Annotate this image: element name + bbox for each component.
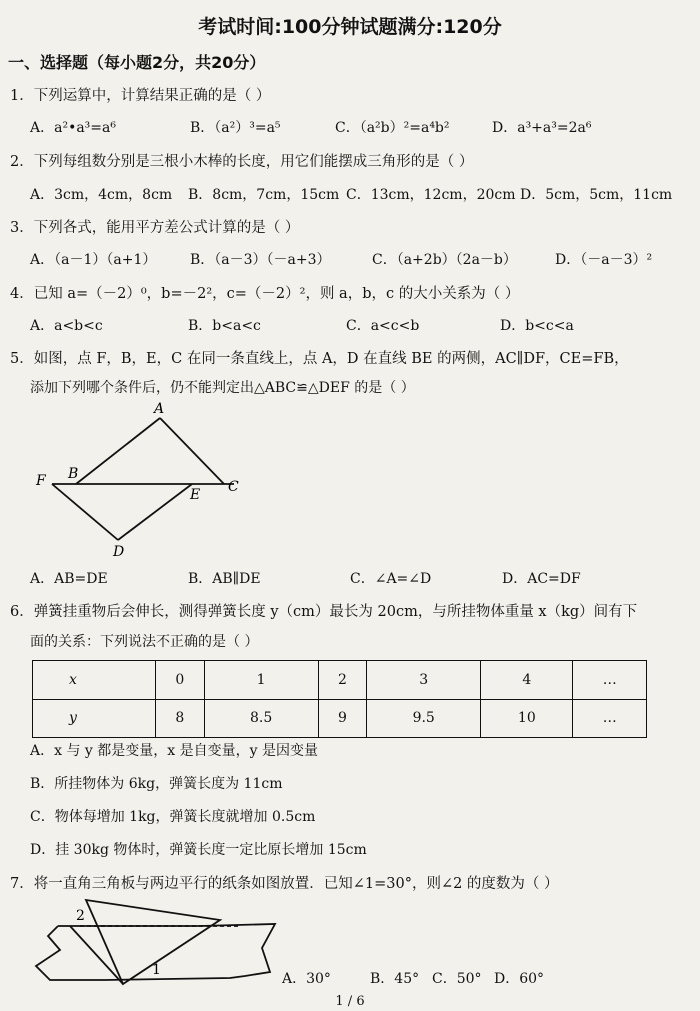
question-1-stem: 1．下列运算中，计算结果正确的是（ ） (10, 88, 271, 104)
question-6-stem-line1: 6．弹簧挂重物后会伸长，测得弹簧长度 y（cm）最长为 20cm，与所挂物体重量 x（kg）间有下 (10, 604, 638, 620)
question-4-stem: 4．已知 a=（－2）⁰，b=－2²，c=（－2）²，则 a，b，c 的大小关系为（ ） (10, 286, 520, 302)
q7-option-b: B．45° (370, 971, 420, 987)
q3-option-a: A．（a－1）（a+1） (30, 252, 157, 268)
table-row (33, 699, 647, 738)
question-7-stem: 7．将一直角三角板与两边平行的纸条如图放置．已知∠1=30°，则∠2 的度数为（ ） (10, 876, 559, 892)
table-cell: 8 (156, 699, 205, 738)
q6-option-a: A．x 与 y 都是变量，x 是自变量，y 是因变量 (30, 743, 318, 759)
q5-option-d: D．AC=DF (502, 571, 581, 587)
q3-option-d: D．（－a－3）² (555, 252, 653, 268)
q6-option-c: C．物体每增加 1kg，弹簧长度就增加 0.5cm (30, 809, 316, 825)
q5-label-a: A (154, 401, 165, 417)
q2-option-b: B．8cm，7cm，15cm (188, 187, 340, 203)
q1-option-d: D．a³+a³=2a⁶ (492, 120, 592, 136)
table-cell: … (573, 699, 647, 738)
q5-option-a: A．AB=DE (30, 571, 108, 587)
q7-option-c: C．50° (432, 971, 482, 987)
table-row (33, 661, 647, 700)
q3-option-c: C．（a+2b）（2a－b） (372, 252, 517, 268)
table-cell: 0 (156, 661, 205, 700)
question-5-stem-line1: 5．如图，点 F，B，E，C 在同一条直线上，点 A，D 在直线 BE 的两侧，AC∥DF，CE=FB， (10, 351, 629, 367)
table-cell: 4 (481, 661, 573, 700)
page-number: 1 / 6 (335, 994, 365, 1009)
question-6-stem-line2: 面的关系：下列说法不正确的是（ ） (30, 634, 259, 650)
table-cell: 10 (481, 699, 573, 738)
q2-option-a: A．3cm，4cm，8cm (30, 187, 173, 203)
q4-option-c: C．a<c<b (346, 318, 420, 334)
q6-option-b: B．所挂物体为 6kg，弹簧长度为 11cm (30, 776, 283, 792)
q7-angle-2-label: 2 (76, 908, 85, 924)
table-cell: … (573, 661, 647, 700)
q4-option-d: D．b<c<a (500, 318, 574, 334)
q1-option-c: C．（a²b）²=a⁴b² (335, 120, 450, 136)
q7-option-d: D．60° (494, 971, 545, 987)
question-5-stem-line2: 添加下列哪个条件后，仍不能判定出△ABC≌△DEF 的是（ ） (30, 380, 415, 396)
table-cell: 9 (318, 699, 367, 738)
table-header-y: y (33, 699, 156, 738)
spring-data-table (32, 660, 647, 738)
table-cell: 3 (367, 661, 481, 700)
q5-label-f: F (36, 473, 46, 489)
question-3-stem: 3．下列各式，能用平方差公式计算的是（ ） (10, 220, 300, 236)
q6-option-d: D．挂 30kg 物体时，弹簧长度一定比原长增加 15cm (30, 842, 367, 858)
q4-option-b: B．b<a<c (188, 318, 261, 334)
table-header-x: x (33, 661, 156, 700)
q2-option-c: C．13cm，12cm，20cm (346, 187, 516, 203)
table-cell: 1 (204, 661, 318, 700)
table-cell: 9.5 (367, 699, 481, 738)
q1-option-b: B．（a²）³=a⁵ (190, 120, 281, 136)
section-heading: 一、选择题（每小题2分，共20分） (8, 53, 266, 72)
q5-label-e: E (190, 487, 201, 503)
q5-label-d: D (113, 544, 125, 560)
table-cell: 2 (318, 661, 367, 700)
q3-option-b: B．（a－3）（－a+3） (190, 252, 331, 268)
q7-angle-1-label: 1 (152, 962, 161, 978)
question-2-stem: 2．下列每组数分别是三根小木棒的长度，用它们能摆成三角形的是（ ） (10, 154, 474, 170)
q4-option-a: A．a<b<c (30, 318, 103, 334)
table-cell: 8.5 (204, 699, 318, 738)
exam-title: 考试时间:100分钟试题满分:120分 (198, 16, 502, 38)
q5-option-c: C．∠A=∠D (350, 571, 432, 587)
q1-option-a: A．a²•a³=a⁶ (30, 120, 116, 136)
q5-option-b: B．AB∥DE (188, 571, 261, 587)
q5-label-c: C (228, 479, 239, 495)
q2-option-d: D．5cm，5cm，11cm (520, 187, 673, 203)
q7-option-a: A．30° (282, 971, 331, 987)
q5-label-b: B (68, 466, 79, 482)
